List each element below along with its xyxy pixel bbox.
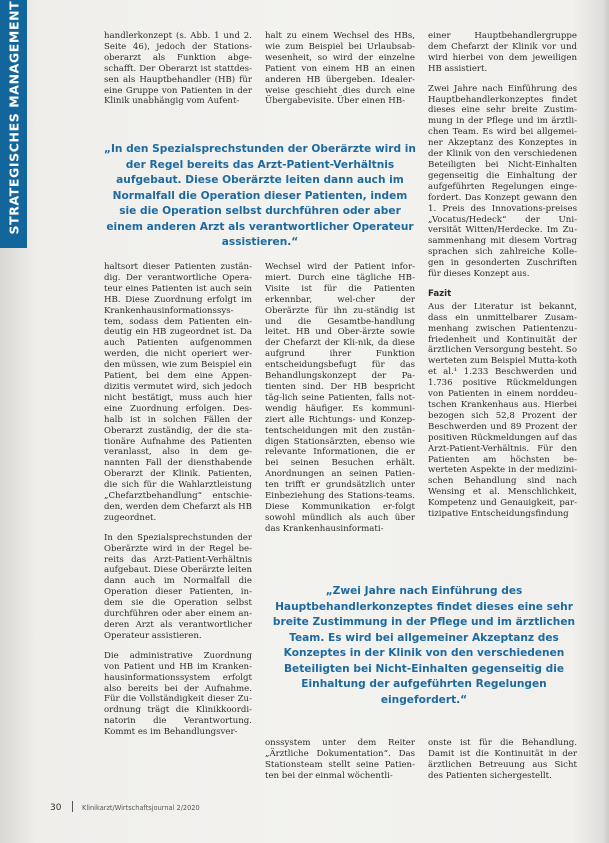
page-edge-shadow — [603, 0, 609, 843]
page-number: 30 — [50, 803, 62, 813]
footer-divider — [72, 801, 73, 812]
pull-quote: „In den Spezialsprechstunden der Oberärzte wird in der Regel bereits das Arzt-Patient-Verhältnis aufgebaut. Diese Oberärzte leiten dann auch im Normalfall die Operation dieser Patienten, indem sie die Operation selbst durchführen oder aber einem anderen Arzt als verantwortlicher Operateur assistieren.“ — [104, 143, 416, 248]
paragraph: einer Hauptbehandlergruppe dem Chefarzt der Klinik vor und wird hierbei von dem jeweiligen HB assistiert. — [428, 31, 577, 74]
paragraph: In den Spezialsprechstunden der Oberärzte wird in der Regel be-reits das Arzt-Patient-Verhältnis aufgebaut. Diese Oberärzte leiten dann auch im Normalfall die Operation dieser Patienten, in-dem sie die Operation selbst durchführen oder aber einem an-deren Arzt als verantwortlicher Operateur assistieren. — [104, 532, 252, 641]
paragraph: Aus der Literatur ist bekannt, dass ein unmittelbarer Zusam-menhang zwischen Patientenzu-friedenheit und Kontinuität der ärztlichen Versorgung besteht. So werteten zum Beispiel Mutta-koth et al.¹ 1.233 Beschwerden und 1.736 positive Rückmeldungen von Patienten in einem norddeu-tschen Krankenhaus aus. Hierbei bezogen sich 52,8 Prozent der Beschwerden und 89 Prozent der positiven Rückmeldungen auf das Arzt-Patient-Verhältnis. Für den Patienten am höchsten be-werteten Aspekte in der medizini-schen Behandlung sind nach Wensing et al. Menschlichkeit, Kompetenz und Genauigkeit, par-tizipative Entscheidungsfindung — [428, 301, 577, 520]
paragraph: halt zu einem Wechsel des HBs, wie zum Beispiel bei Urlaubsab-wesenheit, so wird der einzelne Patient von einem HB an einen anderen HB übergeben. Idealer-weise geschieht dies durch eine Übergabevisite. Über einen HB- — [265, 31, 415, 107]
fazit-heading: Fazit — [428, 288, 452, 299]
left-column — [104, 262, 252, 802]
bottom-column-2 — [265, 738, 415, 782]
section-label: STRATEGISCHES MANAGEMENT — [6, 0, 22, 235]
paragraph: Wechsel wird der Patient infor-miert. Durch eine tägliche HB-Visite ist für die Patienten erkennbar, wel-cher der Oberärzte für ihn zu-ständig ist und die Gesamtbe-handlung leitet. HB und Ober-ärzte sowie der Chefarzt der Kli-nik, da diese aufgrund ihrer Funktion entscheidungsbefugt für das Behandlungskonzept der Pa-tienten sind. Der HB bespricht täg-lich seine Patienten, falls not-wendig häufiger. Es kommuni-ziert alle Richtungs- und Konzep-tentscheidungen mit den zustän-digen Stationsärzten, ebenso wie relevante Informationen, die er bei seinen Besuchen erhält. Anordnungen an seinen Patien-ten trifft er grundsätzlich unter Einbeziehung des Stations-teams. Diese Kommunikation er-folgt sowohl mündlich als auch über das Krankenhausinformati- — [265, 262, 415, 534]
paragraph: onste ist für die Behandlung. Damit ist die Kontinuität in der ärztlichen Betreuung aus Sicht des Patienten sichergestellt. — [428, 738, 577, 781]
top-column-1 — [104, 31, 252, 111]
publication-name: Klinikarzt/Wirtschaftsjournal 2/2020 — [82, 804, 200, 812]
top-column-2 — [265, 31, 415, 111]
paragraph: haltsort dieser Patienten zustän-dig. Der verantwortliche Opera-teur eines Patienten ist auch sein HB. Diese Zuordnung erfolgt im Krankenhausinformationssys-tem, sodass dem Patienten ein-deutig ein HB zugeordnet ist. Da auch Patienten aufgenommen werden, die nicht operiert wer-den müssen, wie zum Beispiel ein Patient, bei dem eine Appen-dizitis vermutet wird, sich jedoch nicht bestätigt, muss auch hier eine Zuordnung erfolgen. Des-halb ist in solchen Fällen der Oberarzt zuständig, der die sta-tionäre Aufnahme des Patienten veranlasst, also in dem ge-nannten Fall der diensthabende Oberarzt der Klinik. Patienten, die sich für die Wahlarztleistung „Chefarztbehandlung“ entschie-den, werden dem Chefarzt als HB zugeordnet. — [104, 262, 252, 523]
middle-column — [265, 262, 415, 574]
paragraph: Die administrative Zuordnung von Patient und HB im Kranken-hausinformationssystem erfolgt also bereits bei der Aufnahme. Für die Vollständigkeit dieser Zu-ordnung trägt die Klinikkoordi-natorin die Verantwortung. Kommt es im Behandlungsver- — [104, 650, 252, 738]
paragraph: handlerkonzept (s. Abb. 1 und 2. Seite 46), jedoch der Stations-oberarzt als Funktion abge-schafft. Der Oberarzt ist stattdes-sen als Hauptbehandler (HB) für eine Gruppe von Patienten in der Klinik unabhängig vom Aufent- — [104, 31, 252, 107]
paragraph: Zwei Jahre nach Einführung des Hauptbehandlerkonzeptes findet dieses eine sehr breite Zustim-mung in der Pflege und im ärztli-chen Team. Es wird bei allgemei-ner Akzeptanz des Konzeptes in der Klinik von den verschiedenen Beteiligten bei Nicht-Einhalten gegenseitig die Einhaltung der aufgeführten Regelungen einge-fordert. Das Konzept gewann den 1. Preis des Innovations-preises „Vocatus/Hedeck“ der Uni-versität Witten/Herdecke. Im Zu-sammenhang mit diesem Vortrag sprachen sich zahlreiche Kolle-gen in gesonderten Zuschriften für dieses Konzept aus. — [428, 83, 577, 280]
section-sidebar — [0, 0, 27, 248]
pull-quote: „Zwei Jahre nach Einführung des Hauptbehandlerkonzeptes findet dieses eine sehr breite Zustimmung in der Pflege und im ärztlichen Team. Es wird bei allgemeiner Akzeptanz des Konzeptes in der Klinik von den verschiedenen Beteiligten bei Nicht-Einhalten gegenseitig die Einhaltung der aufgeführten Regelungen eingefordert.“ — [272, 585, 576, 706]
bottom-column-3 — [428, 738, 577, 782]
right-column — [428, 31, 577, 557]
paragraph: onssystem unter dem Reiter „Ärztliche Dokumentation“. Das Stationsteam stellt seine Patien-ten bei der einmal wöchentli- — [265, 738, 415, 781]
